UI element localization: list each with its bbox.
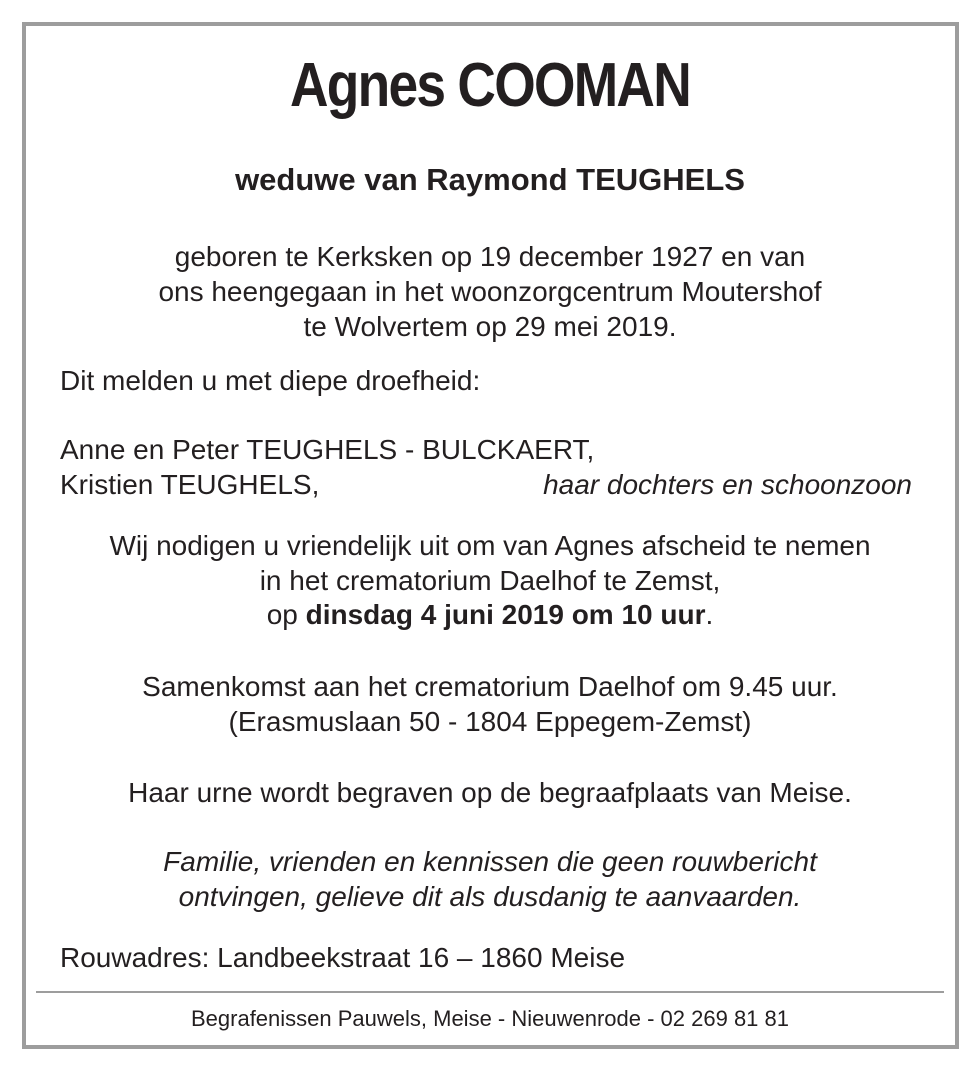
family-line-1: Anne en Peter TEUGHELS - BULCKAERT,	[60, 434, 595, 465]
deceased-name: Agnes COOMAN	[289, 51, 691, 120]
invitation-line-1: Wij nodigen u vriendelijk uit om van Agnes afscheid te nemen	[109, 530, 871, 561]
family-line-2: Kristien TEUGHELS,	[60, 469, 320, 500]
gathering-address: (Erasmuslaan 50 - 1804 Eppegem-Zemst)	[228, 706, 752, 737]
family-relation: haar dochters en schoonzoon	[543, 469, 912, 500]
closing-line-2: ontvingen, gelieve dit als dusdanig te aanvaarden.	[178, 881, 802, 912]
mourning-address: Rouwadres: Landbeekstraat 16 – 1860 Meise	[60, 942, 626, 973]
invitation-line-3	[0, 597, 980, 633]
urn-line: Haar urne wordt begraven op de begraafplaats van Meise.	[128, 777, 852, 808]
ceremony-date: dinsdag 4 juni 2019 om 10 uur	[305, 599, 706, 630]
funeral-home-footer: Begrafenissen Pauwels, Meise - Nieuwenrode - 02 269 81 81	[190, 1006, 790, 1031]
birth-line-3: te Wolvertem op 29 mei 2019.	[303, 311, 677, 342]
footer-divider	[36, 991, 944, 993]
birth-line-2: ons heengegaan in het woonzorgcentrum Moutershof	[158, 276, 822, 307]
announcement-line: Dit melden u met diepe droefheid:	[60, 365, 481, 396]
birth-line-1: geboren te Kerksken op 19 december 1927 en van	[174, 241, 806, 272]
invitation-date-suffix: .	[705, 599, 714, 630]
invitation-line-2: in het crematorium Daelhof te Zemst,	[259, 565, 721, 596]
invitation-date-prefix: op	[266, 599, 306, 630]
closing-line-1: Familie, vrienden en kennissen die geen rouwbericht	[163, 846, 817, 877]
spouse-subtitle: weduwe van Raymond TEUGHELS	[235, 162, 745, 197]
gathering-line-1: Samenkomst aan het crematorium Daelhof om 9.45 uur.	[142, 671, 838, 702]
